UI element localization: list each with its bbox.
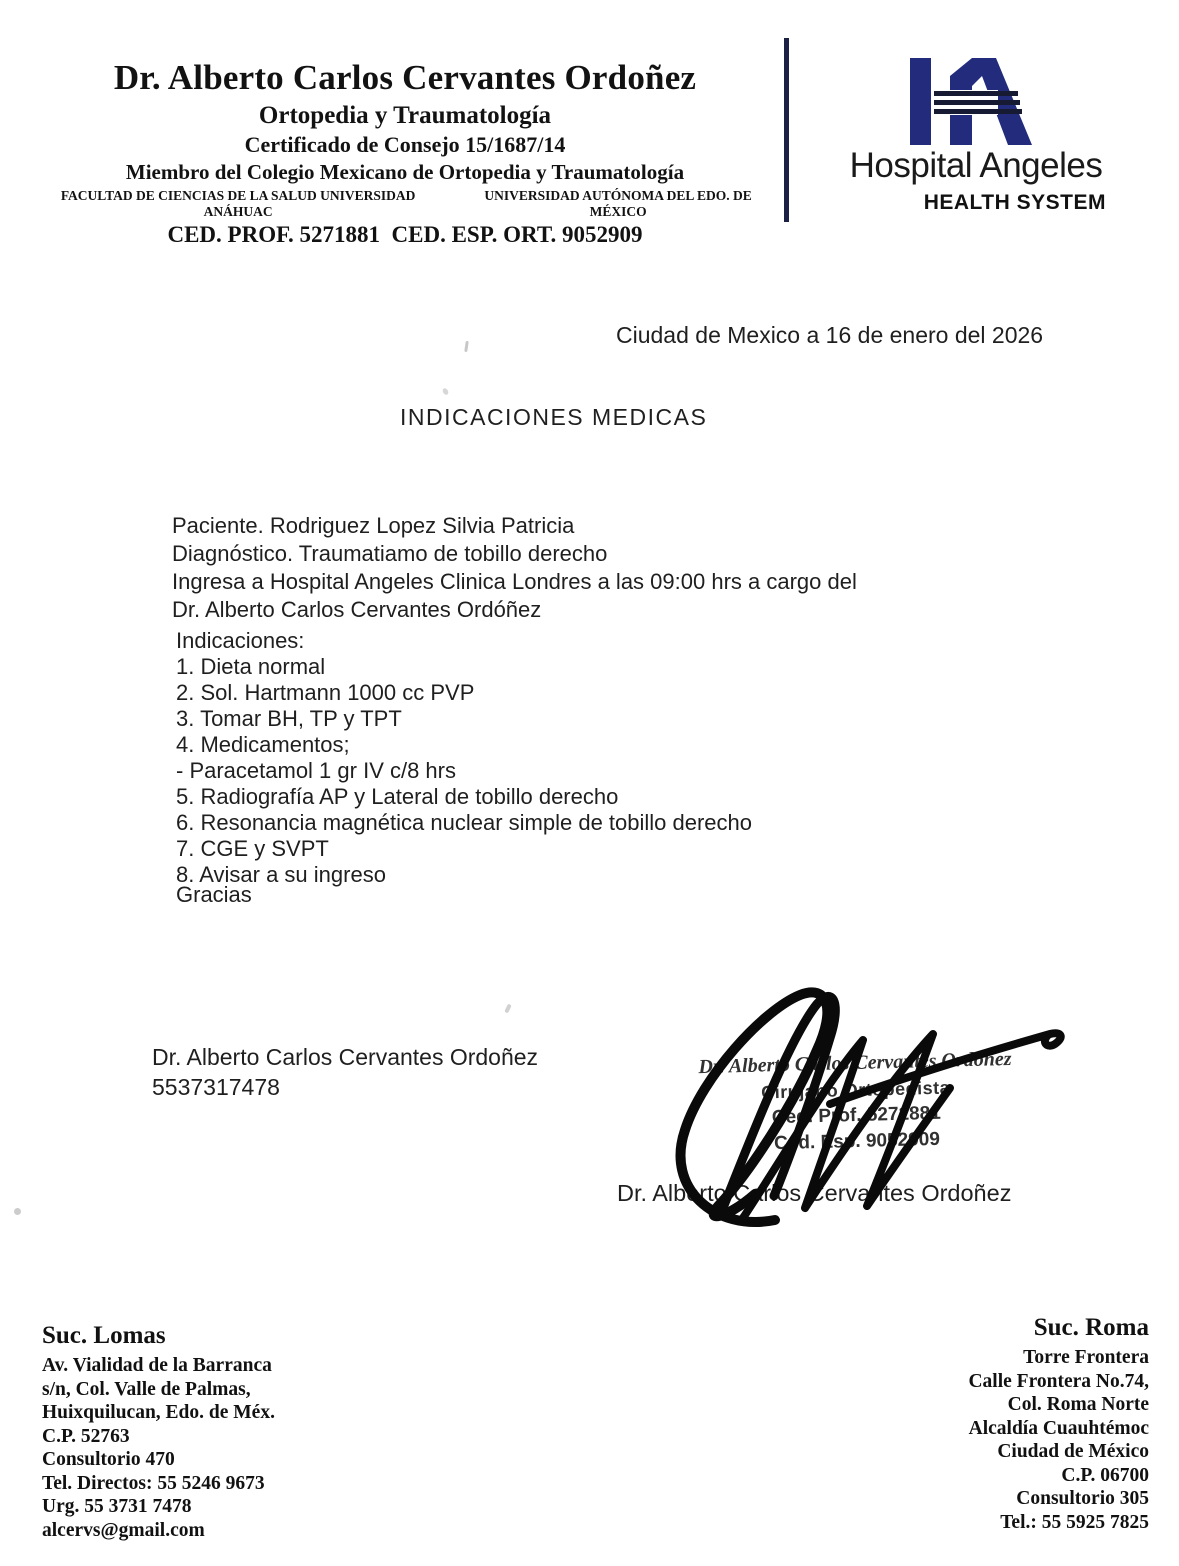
branch-line: C.P. 06700 [1061, 1464, 1149, 1486]
branch-phone: Tel.: 55 5925 7825 [1000, 1511, 1149, 1533]
hospital-angeles-monogram-icon [900, 54, 1042, 148]
admission-line: Ingresa a Hospital Angeles Clinica Londres a las 09:00 hrs a cargo del [172, 569, 857, 594]
university-anahuac: FACULTAD DE CIENCIAS DE LA SALUD UNIVERSIDAD ANÁHUAC [60, 188, 416, 219]
indications-list [176, 628, 752, 888]
branch-line: s/n, Col. Valle de Palmas, [42, 1378, 251, 1400]
stamp-ced-prof: Ced. Prof. 5271881 [771, 1102, 942, 1129]
scan-artifact [464, 341, 469, 352]
indication-item: 7. CGE y SVPT [176, 836, 329, 861]
branch-roma-title: Suc. Roma [1033, 1314, 1149, 1341]
doctor-contact-block [152, 1042, 538, 1102]
scan-artifact [504, 1004, 511, 1014]
indication-item: 2. Sol. Hartmann 1000 cc PVP [176, 680, 475, 705]
branch-line: Col. Roma Norte [1007, 1394, 1149, 1415]
indication-item: 4. Medicamentos; [176, 732, 350, 757]
licenses-line: CED. PROF. 5271881 CED. ESP. ORT. 9052909 [167, 222, 643, 247]
stamp-role: Cirujano Ortopedista [760, 1077, 951, 1103]
indication-item: - Paracetamol 1 gr IV c/8 hrs [176, 758, 456, 783]
doctor-name-heading: Dr. Alberto Carlos Cervantes Ordoñez [113, 58, 697, 97]
printed-signature-name: Dr. Alberto Carlos Cervantes Ordoñez [617, 1180, 1012, 1206]
attending-doctor-line: Dr. Alberto Carlos Cervantes Ordóñez [172, 597, 542, 622]
branch-line: C.P. 52763 [42, 1425, 130, 1447]
branch-line: Consultorio 470 [42, 1449, 175, 1470]
branch-line: Ciudad de México [997, 1441, 1149, 1462]
branch-line: Av. Vialidad de la Barranca [42, 1355, 272, 1376]
certificate-line: Certificado de Consejo 15/1687/14 [244, 132, 566, 157]
branch-phone: Tel. Directos: 55 5246 9673 [42, 1472, 265, 1494]
indication-item: 3. Tomar BH, TP y TPT [176, 706, 402, 731]
branch-lomas-title: Suc. Lomas [42, 1322, 166, 1349]
branch-phone-urgencias: Urg. 55 3731 7478 [42, 1496, 192, 1517]
diagnosis-line: Diagnóstico. Traumatiamo de tobillo derecho [172, 541, 608, 566]
branch-roma [968, 1314, 1149, 1534]
date-line: Ciudad de Mexico a 16 de enero del 2026 [616, 322, 1044, 348]
specialty-line: Ortopedia y Traumatología [258, 102, 552, 129]
closing-thanks: Gracias [176, 882, 252, 907]
branch-lomas [42, 1322, 275, 1542]
scan-artifact [442, 387, 450, 396]
indication-item: 6. Resonancia magnética nuclear simple de tobillo derecho [176, 810, 753, 835]
branch-email: alcervs@gmail.com [42, 1519, 205, 1541]
hospital-tagline: HEALTH SYSTEM [923, 191, 1106, 214]
handwritten-signature [595, 982, 1085, 1234]
branch-line: Torre Frontera [1023, 1347, 1149, 1368]
branch-line: Calle Frontera No.74, [968, 1370, 1149, 1392]
membership-line: Miembro del Colegio Mexicano de Ortopedia y Traumatología [125, 160, 685, 184]
indications-heading: Indicaciones: [176, 628, 305, 653]
letterhead [38, 58, 772, 248]
hospital-name: Hospital Angeles [849, 146, 1103, 185]
contact-phone: 5537317478 [152, 1074, 280, 1100]
document-title: INDICACIONES MEDICAS [400, 404, 708, 430]
contact-name: Dr. Alberto Carlos Cervantes Ordoñez [152, 1044, 539, 1070]
indication-item: 8. Avisar a su ingreso [176, 862, 386, 887]
universities-line [38, 188, 772, 220]
letterhead-divider [784, 38, 789, 222]
branch-line: Consultorio 305 [1016, 1488, 1149, 1509]
patient-line: Paciente. Rodriguez Lopez Silvia Patricia [172, 513, 575, 538]
branch-line: Huixquilucan, Edo. de Méx. [42, 1402, 275, 1423]
branch-line: Alcaldía Cuauhtémoc [968, 1417, 1149, 1439]
patient-info [172, 512, 857, 624]
stamp-name: Dr. Alberto Carlos Cervantes Ordoñez [698, 1047, 1012, 1079]
indication-item: 1. Dieta normal [176, 654, 326, 679]
university-edomex: UNIVERSIDAD AUTÓNOMA DEL EDO. DE MÉXICO [484, 188, 752, 219]
scan-artifact [14, 1208, 21, 1215]
stamp-ced-esp: Ced. Esp. 9052909 [773, 1128, 941, 1155]
indication-item: 5. Radiografía AP y Lateral de tobillo derecho [176, 784, 619, 809]
